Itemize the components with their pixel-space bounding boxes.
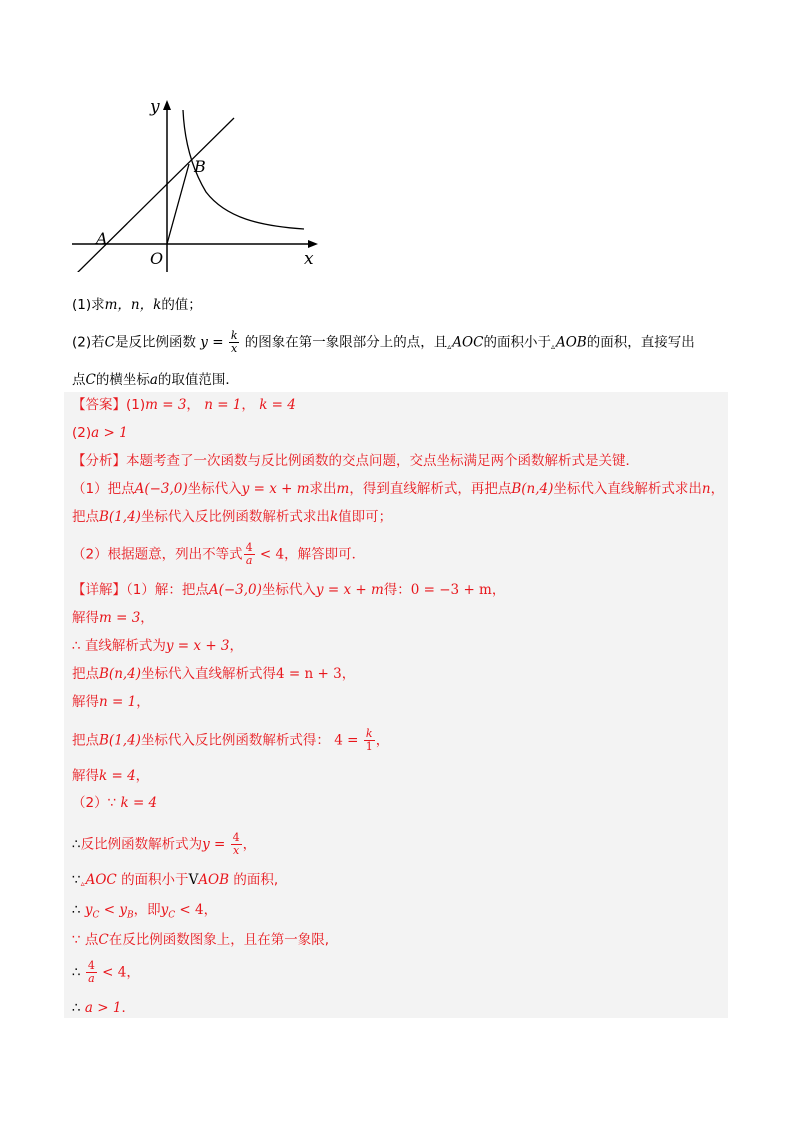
detail-3: ∴ 直线解析式为y = x + 3，: [72, 638, 244, 654]
detail-8: （2）∵ k = 4: [72, 795, 158, 811]
detail-5: 解得n = 1，: [72, 694, 150, 710]
detail-13: ∴ $\frac{4}{a}$ < 4，: [72, 959, 140, 985]
question-2: (2)若C是反比例函数 y = $\frac{k}{x}$ 的图象在第一象限部分上的点，且▵AOC的面积小于▵AOB的面积，直接写出: [72, 329, 695, 355]
y-axis-arrow: [163, 100, 171, 110]
question-2-cont: 点C的横坐标a的取值范围．: [72, 372, 239, 388]
detail-10: ∵▵AOC 的面积小于VAOB 的面积,: [72, 872, 279, 888]
detail-9: ∴反比例函数解析式为y = $\frac{4}{x}$ ，: [72, 831, 257, 857]
detail-7: 解得k = 4，: [72, 768, 150, 784]
detail-11: ∴ $y_C < y_B$，即$y_C < 4$，: [72, 902, 218, 921]
detail-1: 【详解】（1）解：把点A(−3,0)坐标代入y = x + m得：0 = −3 + m，: [72, 582, 506, 598]
function-graph: [70, 92, 330, 272]
detail-12: ∵ 点C在反比例函数图象上，且在第一象限,: [72, 932, 330, 948]
segment-ob: [167, 164, 189, 244]
detail-14: ∴ a > 1．: [72, 1000, 135, 1016]
answer-line-2: (2)a > 1: [72, 425, 128, 441]
label-o: O: [150, 249, 164, 268]
detail-4: 把点B(n,4)坐标代入直线解析式得4 = n + 3，: [72, 666, 356, 682]
analysis-p2: （2）根据题意，列出不等式 $\frac{4}{a}$ < 4，解答即可．: [72, 541, 366, 567]
detail-2: 解得m = 3，: [72, 610, 154, 626]
label-b: B: [194, 157, 206, 176]
answer-line-1: 【答案】(1)m = 3， n = 1， k = 4: [72, 397, 296, 413]
x-axis-arrow: [308, 240, 318, 248]
question-1: (1)求m，n，k的值；: [72, 297, 202, 313]
detail-6: 把点B(1,4)坐标代入反比例函数解析式得： 4 = $\frac{k}{1}$ ，: [72, 727, 390, 753]
label-a: A: [96, 229, 108, 248]
label-y: y: [150, 97, 160, 117]
label-x: x: [304, 249, 314, 269]
analysis-intro: 【分析】本题考查了一次函数与反比例函数的交点问题，交点坐标满足两个函数解析式是关键．: [72, 453, 639, 469]
analysis-p1: （1）把点A(−3,0)坐标代入y = x + m求出m，得到直线解析式，再把点B(n,4)坐标代入直线解析式求出n，: [72, 481, 725, 497]
analysis-p1-cont: 把点B(1,4)坐标代入反比例函数解析式求出k值即可；: [72, 509, 393, 525]
